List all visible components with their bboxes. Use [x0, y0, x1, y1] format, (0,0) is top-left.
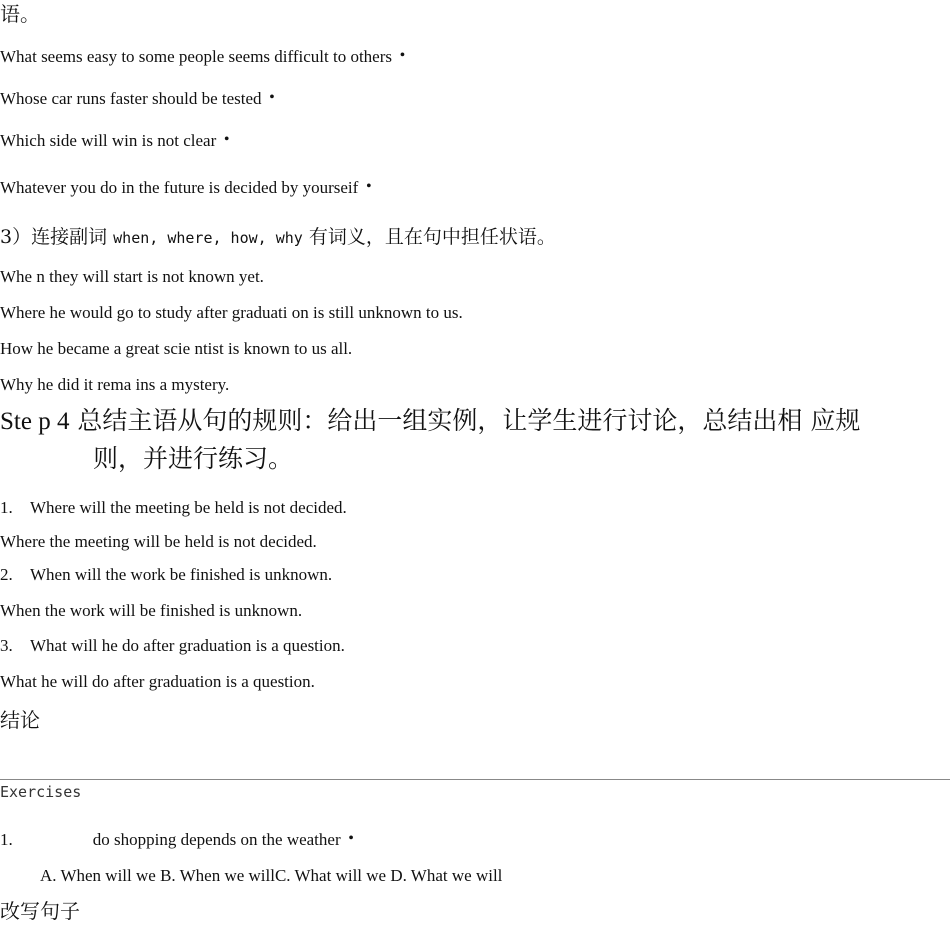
sentence-text: Whatever you do in the future is decided by yourseif — [0, 178, 359, 197]
step-4-line-1: 总结主语从句的规则：给出一组实例，让学生进行讨论，总结出相 应规 — [77, 406, 861, 435]
practice-number: 2. — [0, 565, 13, 584]
section-divider — [0, 779, 950, 780]
practice-right: What he will do after graduation is a question. — [0, 672, 315, 691]
practice-right: Where the meeting will be held is not decided. — [0, 532, 317, 551]
example-sentence — [0, 178, 371, 198]
sentence-text: Which side will win is not clear — [0, 131, 217, 150]
practice-wrong — [0, 565, 332, 585]
rule-3-line — [0, 226, 556, 249]
question-text: do shopping depends on the weather — [92, 830, 341, 849]
rule-3-words: when, where, how, why — [113, 229, 303, 247]
sentence-text: Whose car runs faster should be tested — [0, 89, 262, 108]
bullet-dot: • — [348, 831, 354, 846]
conclusion-label: 结论 — [0, 708, 40, 732]
question-number: 1. — [0, 830, 13, 849]
example-sentence: Whe n they will start is not known yet. — [0, 267, 264, 286]
rewrite-label: 改写句子 — [0, 899, 80, 923]
practice-number: 1. — [0, 498, 13, 517]
practice-number: 3. — [0, 636, 13, 655]
example-sentence — [0, 131, 229, 151]
bullet-dot: • — [224, 132, 230, 147]
example-sentence — [0, 89, 274, 109]
step-4-heading — [0, 402, 950, 477]
practice-text: Where will the meeting be held is not decided. — [30, 498, 347, 517]
example-sentence: Why he did it rema ins a mystery. — [0, 375, 230, 394]
rule-3-suffix: 有词义，且在句中担任状语。 — [308, 226, 556, 248]
bullet-dot: • — [269, 90, 275, 105]
practice-right: When the work will be finished is unknown. — [0, 601, 303, 620]
example-sentence: Where he would go to study after graduati on is still unknown to us. — [0, 303, 463, 322]
sentence-text: What seems easy to some people seems difficult to others — [0, 47, 393, 66]
example-sentence — [0, 47, 405, 67]
step-4-line-2: 则，并进行练习。 — [93, 444, 294, 473]
text-line: 语。 — [0, 2, 40, 26]
example-sentence: How he became a great scie ntist is known to us all. — [0, 339, 353, 358]
practice-wrong — [0, 636, 345, 656]
practice-wrong — [0, 498, 347, 518]
practice-text: What will he do after graduation is a question. — [30, 636, 345, 655]
step-4-label: Ste p 4 — [0, 408, 70, 435]
bullet-dot: • — [400, 48, 405, 63]
exercise-question — [0, 830, 354, 850]
exercises-title: Exercises — [0, 783, 82, 801]
rule-3-prefix: 3）连接副词 — [0, 226, 108, 248]
exercise-options: A. When will we B. When we willC. What will we D. What we will — [40, 866, 503, 885]
practice-text: When will the work be finished is unknown. — [30, 565, 333, 584]
bullet-dot: • — [366, 179, 372, 194]
